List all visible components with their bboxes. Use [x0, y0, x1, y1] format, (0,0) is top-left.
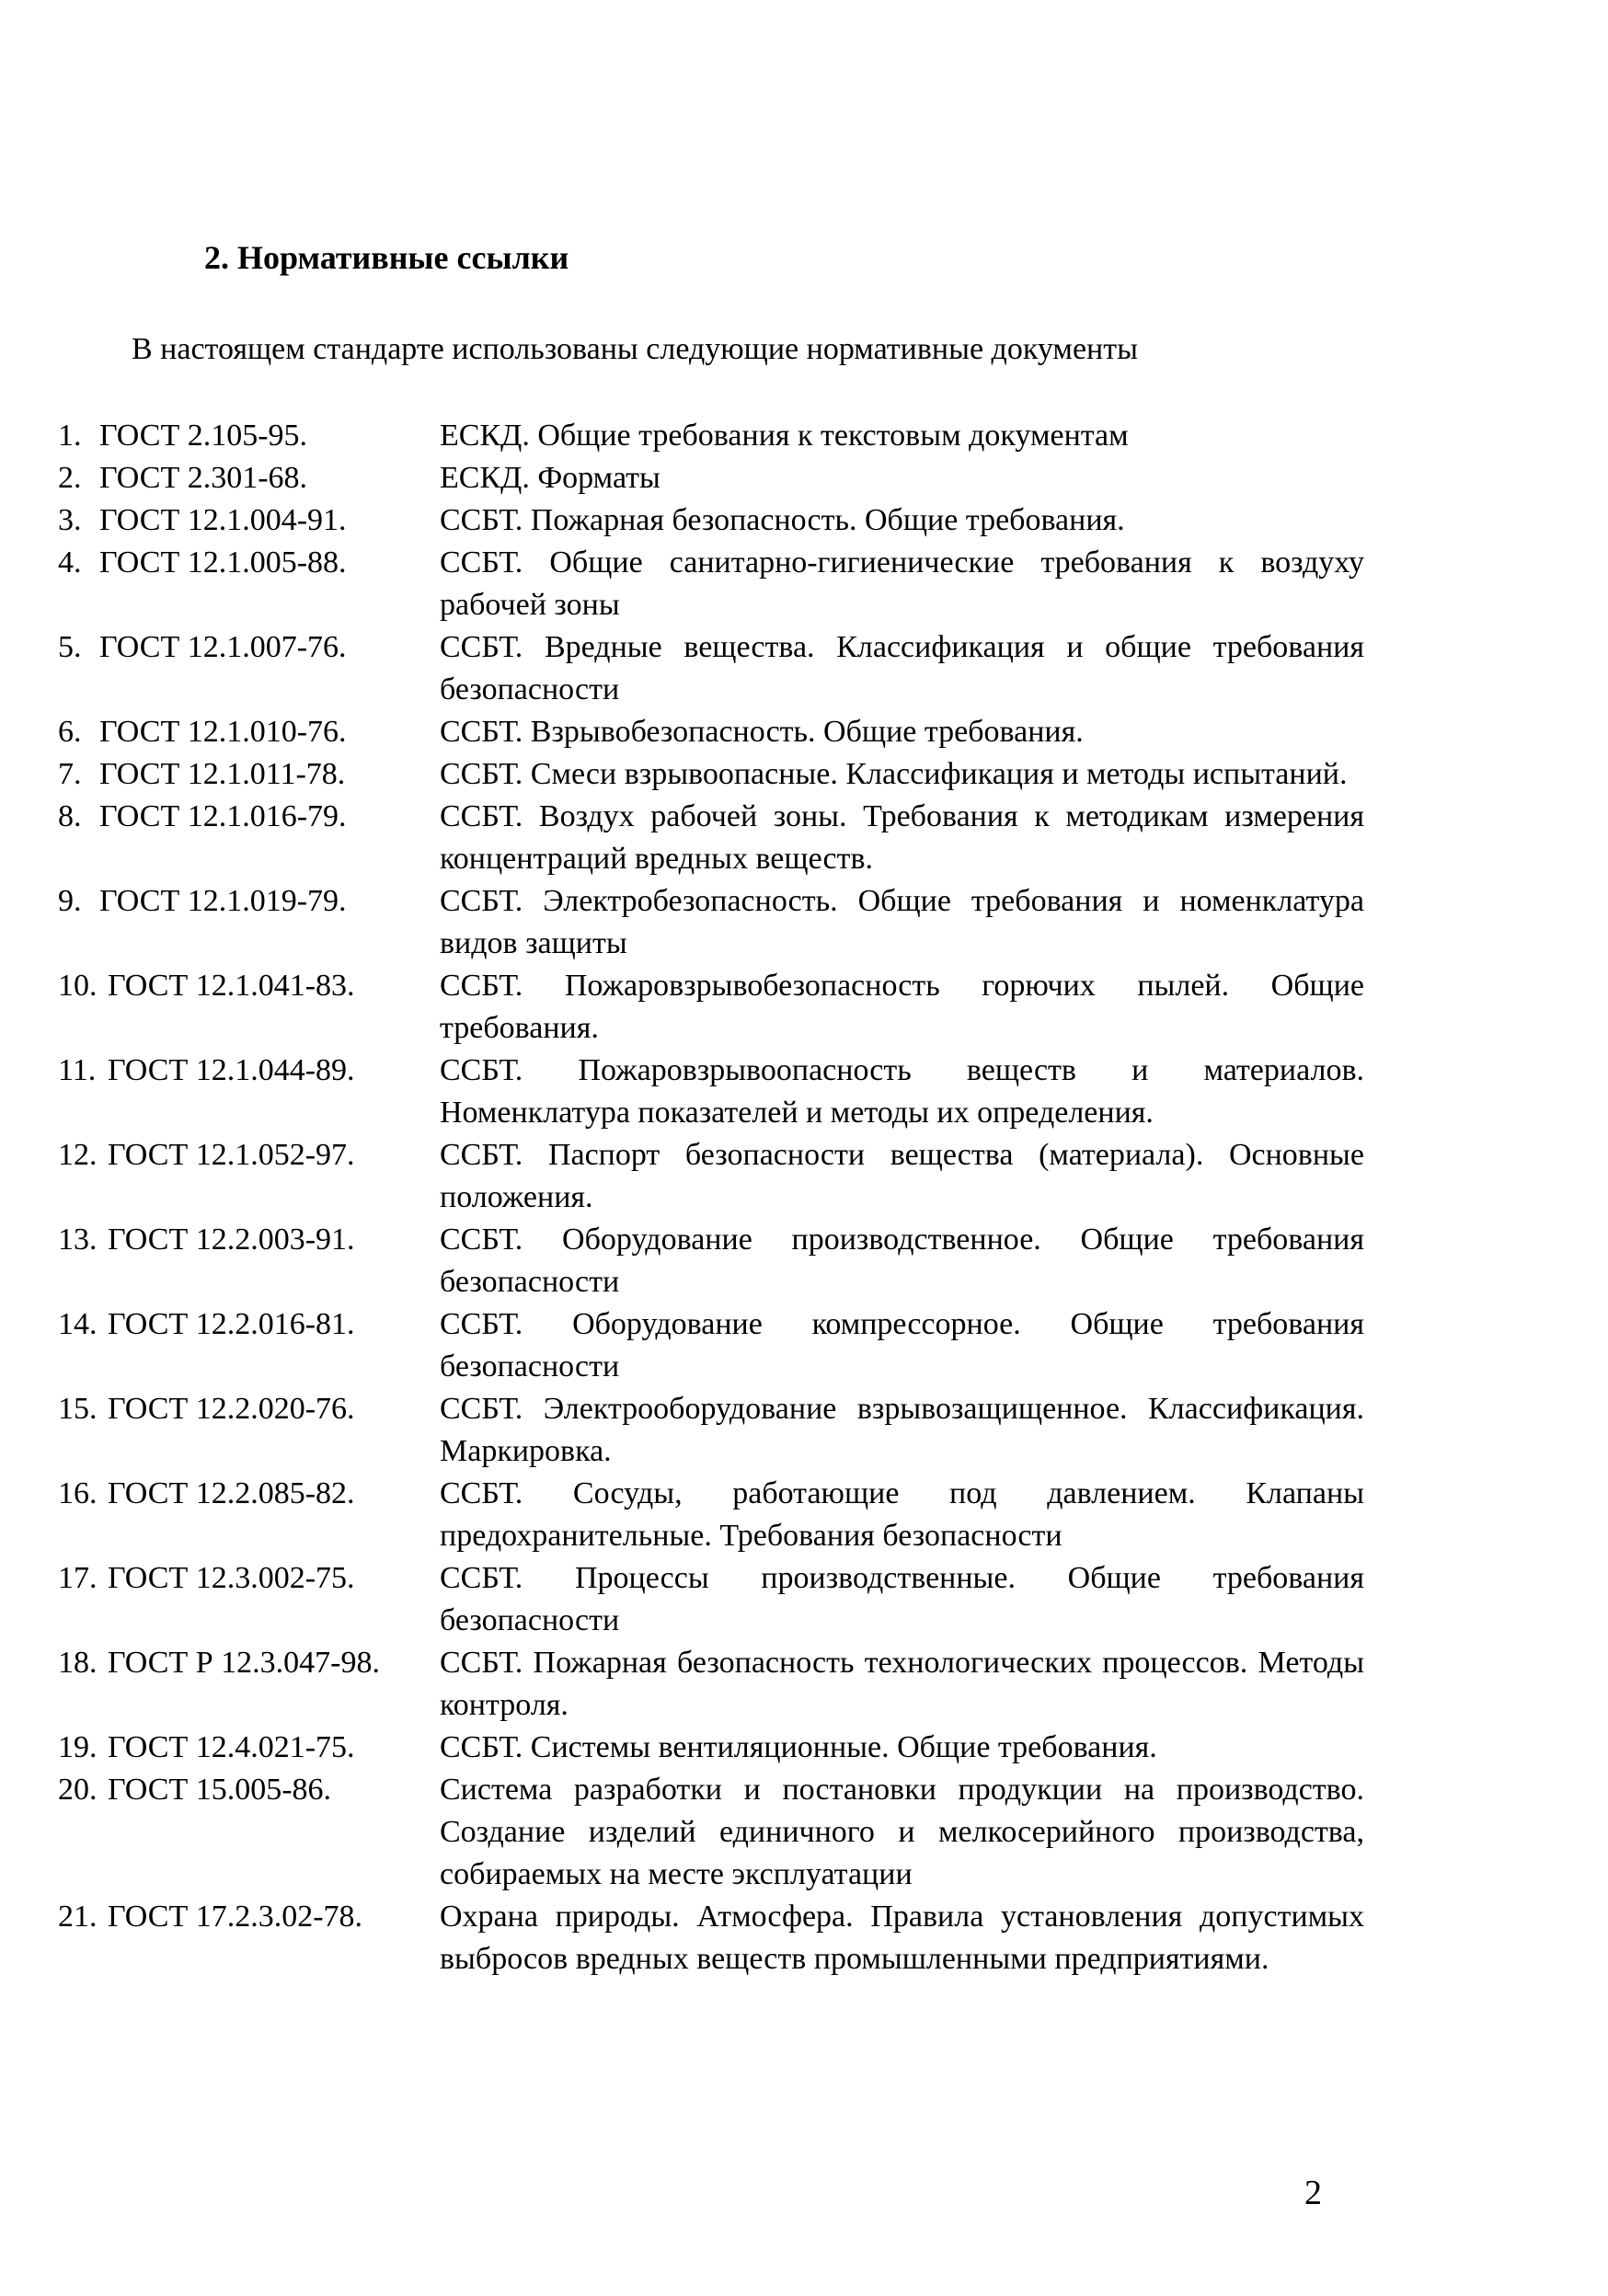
reference-item: [58, 626, 1364, 711]
reference-item: [58, 1219, 1364, 1303]
reference-code: ГОСТ 12.1.004-91.: [99, 503, 347, 537]
references-list: [58, 415, 1364, 1980]
reference-number: 7.: [58, 757, 82, 791]
reference-number: 12.: [58, 1138, 98, 1172]
reference-item: [58, 1303, 1364, 1388]
reference-title: ССБТ. Воздух рабочей зоны. Требования к методикам измерения концентраций вредных веществ.: [440, 799, 1364, 876]
reference-number: 16.: [58, 1476, 98, 1510]
reference-item: [58, 1727, 1364, 1769]
reference-number: 13.: [58, 1223, 98, 1257]
reference-code: ГОСТ 12.1.041-83.: [108, 969, 355, 1003]
reference-number: 2.: [58, 461, 82, 495]
reference-item: [58, 542, 1364, 626]
reference-item: [58, 1557, 1364, 1642]
reference-title: ССБТ. Пожарная безопасность. Общие требования.: [440, 503, 1125, 537]
reference-code: ГОСТ 12.1.005-88.: [99, 545, 347, 580]
reference-code: ГОСТ 12.2.085-82.: [108, 1476, 355, 1510]
reference-code: ГОСТ 12.1.052-97.: [108, 1138, 355, 1172]
reference-title: ССБТ. Процессы производственные. Общие требования безопасности: [440, 1561, 1364, 1637]
reference-title: ЕСКД. Форматы: [440, 461, 660, 495]
reference-title: ССБТ. Сосуды, работающие под давлением. Клапаны предохранительные. Требования безопасности: [440, 1476, 1364, 1553]
reference-code: ГОСТ 12.3.002-75.: [108, 1561, 355, 1595]
reference-item: [58, 1769, 1364, 1896]
reference-title: ССБТ. Взрывобезопасность. Общие требования.: [440, 715, 1084, 749]
reference-item: [58, 1050, 1364, 1134]
reference-item: [58, 711, 1364, 753]
reference-item: [58, 415, 1364, 457]
reference-title: ССБТ. Пожаровзрывобезопасность горючих пылей. Общие требования.: [440, 969, 1364, 1045]
reference-number: 5.: [58, 630, 82, 664]
reference-code: ГОСТ 2.105-95.: [99, 419, 308, 453]
reference-code: ГОСТ 12.1.011-78.: [99, 757, 346, 791]
reference-item: [58, 499, 1364, 542]
reference-item: [58, 1388, 1364, 1473]
reference-title: ССБТ. Пожаровзрывоопасность веществ и материалов. Номенклатура показателей и методы их определения.: [440, 1053, 1364, 1130]
reference-code: ГОСТ Р 12.3.047-98.: [108, 1646, 380, 1680]
reference-item: [58, 753, 1364, 796]
reference-code: ГОСТ 12.2.003-91.: [108, 1223, 355, 1257]
reference-code: ГОСТ 12.1.044-89.: [108, 1053, 355, 1087]
reference-number: 9.: [58, 884, 82, 918]
reference-item: [58, 1473, 1364, 1557]
reference-number: 19.: [58, 1730, 98, 1764]
reference-number: 10.: [58, 969, 98, 1003]
reference-number: 11.: [58, 1053, 97, 1087]
page-number: 2: [1304, 2174, 1322, 2212]
reference-code: ГОСТ 12.2.020-76.: [108, 1392, 355, 1426]
section-title: 2. Нормативные ссылки: [204, 239, 569, 276]
reference-number: 3.: [58, 503, 82, 537]
reference-title: ССБТ. Вредные вещества. Классификация и общие требования безопасности: [440, 630, 1364, 706]
reference-title: ССБТ. Общие санитарно-гигиенические требования к воздуху рабочей зоны: [440, 545, 1364, 622]
reference-number: 8.: [58, 799, 82, 833]
reference-number: 18.: [58, 1646, 98, 1680]
reference-number: 14.: [58, 1307, 98, 1341]
reference-number: 17.: [58, 1561, 98, 1595]
reference-title: ССБТ. Системы вентиляционные. Общие требования.: [440, 1730, 1157, 1764]
reference-title: ССБТ. Оборудование компрессорное. Общие требования безопасности: [440, 1307, 1364, 1383]
reference-number: 21.: [58, 1900, 98, 1934]
reference-code: ГОСТ 12.1.010-76.: [99, 715, 347, 749]
reference-number: 1.: [58, 419, 82, 453]
reference-code: ГОСТ 12.1.007-76.: [99, 630, 347, 664]
reference-item: [58, 965, 1364, 1050]
reference-title: ССБТ. Электрооборудование взрывозащищенное. Классификация. Маркировка.: [440, 1392, 1364, 1468]
reference-code: ГОСТ 15.005-86.: [108, 1773, 332, 1807]
reference-item: [58, 796, 1364, 880]
reference-item: [58, 457, 1364, 499]
reference-title: Охрана природы. Атмосфера. Правила установления допустимых выбросов вредных веществ промышленными предприятиями.: [440, 1900, 1364, 1976]
reference-title: ССБТ. Пожарная безопасность технологических процессов. Методы контроля.: [440, 1646, 1364, 1722]
reference-number: 20.: [58, 1773, 98, 1807]
reference-code: ГОСТ 17.2.3.02-78.: [108, 1900, 363, 1934]
reference-item: [58, 1134, 1364, 1219]
reference-number: 6.: [58, 715, 82, 749]
reference-item: [58, 1642, 1364, 1727]
reference-code: ГОСТ 12.2.016-81.: [108, 1307, 355, 1341]
reference-code: ГОСТ 12.1.019-79.: [99, 884, 347, 918]
reference-title: ССБТ. Смеси взрывоопасные. Классификация и методы испытаний.: [440, 757, 1348, 791]
reference-item: [58, 1896, 1364, 1980]
reference-code: ГОСТ 2.301-68.: [99, 461, 308, 495]
reference-title: ССБТ. Оборудование производственное. Общие требования безопасности: [440, 1223, 1364, 1299]
reference-number: 4.: [58, 545, 82, 580]
reference-title: Система разработки и постановки продукции на производство. Создание изделий единичного и мелкосерийного производства, собираемых на месте эксплуатации: [440, 1773, 1364, 1891]
reference-title: ЕСКД. Общие требования к текстовым документам: [440, 419, 1129, 453]
reference-code: ГОСТ 12.4.021-75.: [108, 1730, 355, 1764]
reference-number: 15.: [58, 1392, 98, 1426]
reference-item: [58, 880, 1364, 965]
reference-title: ССБТ. Электробезопасность. Общие требования и номенклатура видов защиты: [440, 884, 1364, 960]
intro-text: В настоящем стандарте использованы следующие нормативные документы: [132, 332, 1138, 366]
reference-title: ССБТ. Паспорт безопасности вещества (материала). Основные положения.: [440, 1138, 1364, 1214]
reference-code: ГОСТ 12.1.016-79.: [99, 799, 347, 833]
